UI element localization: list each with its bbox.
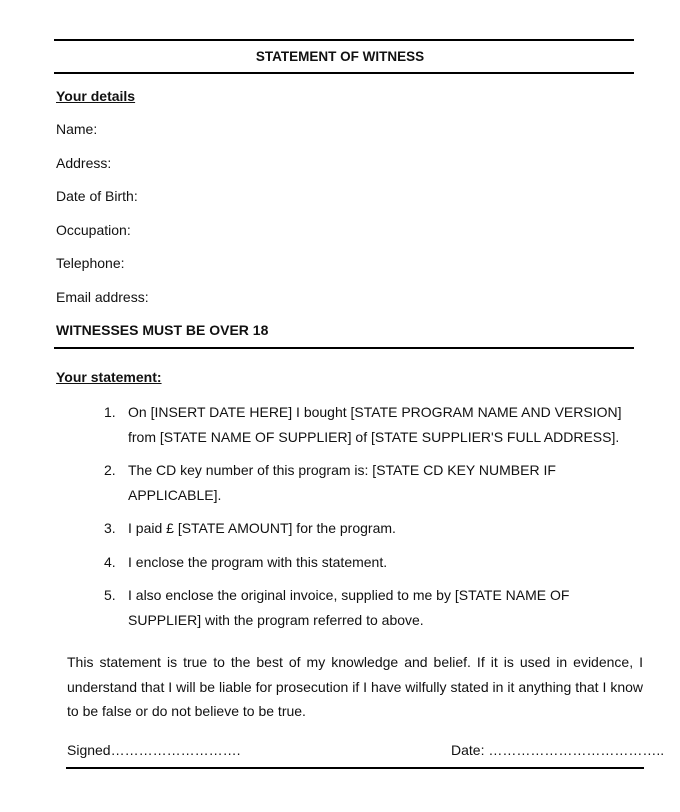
statement-item-text: I paid £ [STATE AMOUNT] for the program. (128, 520, 396, 536)
signed-line: Signed………………………. (67, 742, 241, 758)
statement-item-text: I also enclose the original invoice, supplied to me by [STATE NAME OF SUPPLIER] with the program referred to above. (128, 587, 570, 628)
statement-item (100, 516, 640, 541)
statement-item (100, 550, 640, 575)
address-field-label: Address: (56, 155, 112, 171)
date-of-birth-field-label: Date of Birth: (56, 188, 138, 204)
age-notice: WITNESSES MUST BE OVER 18 (56, 322, 269, 338)
statement-list (100, 400, 640, 641)
your-details-heading: Your details (56, 88, 136, 104)
statement-item (100, 400, 640, 449)
details-bottom-rule (54, 347, 634, 349)
statement-item (100, 583, 640, 632)
statement-item-number: 4. (104, 553, 116, 570)
occupation-field-label: Occupation: (56, 222, 131, 238)
statement-item-number: 3. (104, 520, 116, 536)
statement-item-text: I enclose the program with this statement. (128, 553, 388, 570)
telephone-field-label: Telephone: (56, 255, 125, 271)
date-line: Date: ……………………………….. (451, 742, 665, 758)
statement-item-text: On [INSERT DATE HERE] I bought [STATE PROGRAM NAME AND VERSION] from [STATE NAME OF SUPPLIER] of [STATE SUPPLIER'S FULL ADDRESS]. (128, 404, 622, 445)
statement-item (100, 458, 640, 507)
title-bottom-rule (54, 72, 634, 74)
top-rule (54, 39, 634, 41)
signature-bottom-rule (66, 767, 644, 769)
statement-item-number: 2. (104, 462, 116, 478)
name-field-label: Name: (56, 121, 98, 137)
declaration-paragraph: This statement is true to the best of my knowledge and belief. If it is used in evidence, I understand that I will be liable for prosecution if I have wilfully stated in it anything that I know to be false or do not believe to be true. (67, 654, 643, 719)
statement-item-number: 1. (104, 404, 116, 420)
email-field-label: Email address: (56, 289, 149, 305)
document-title: STATEMENT OF WITNESS (255, 49, 425, 64)
statement-item-text: The CD key number of this program is: [STATE CD KEY NUMBER IF APPLICABLE]. (128, 462, 556, 503)
statement-item-number: 5. (104, 587, 116, 603)
your-statement-heading: Your statement: (56, 369, 162, 385)
